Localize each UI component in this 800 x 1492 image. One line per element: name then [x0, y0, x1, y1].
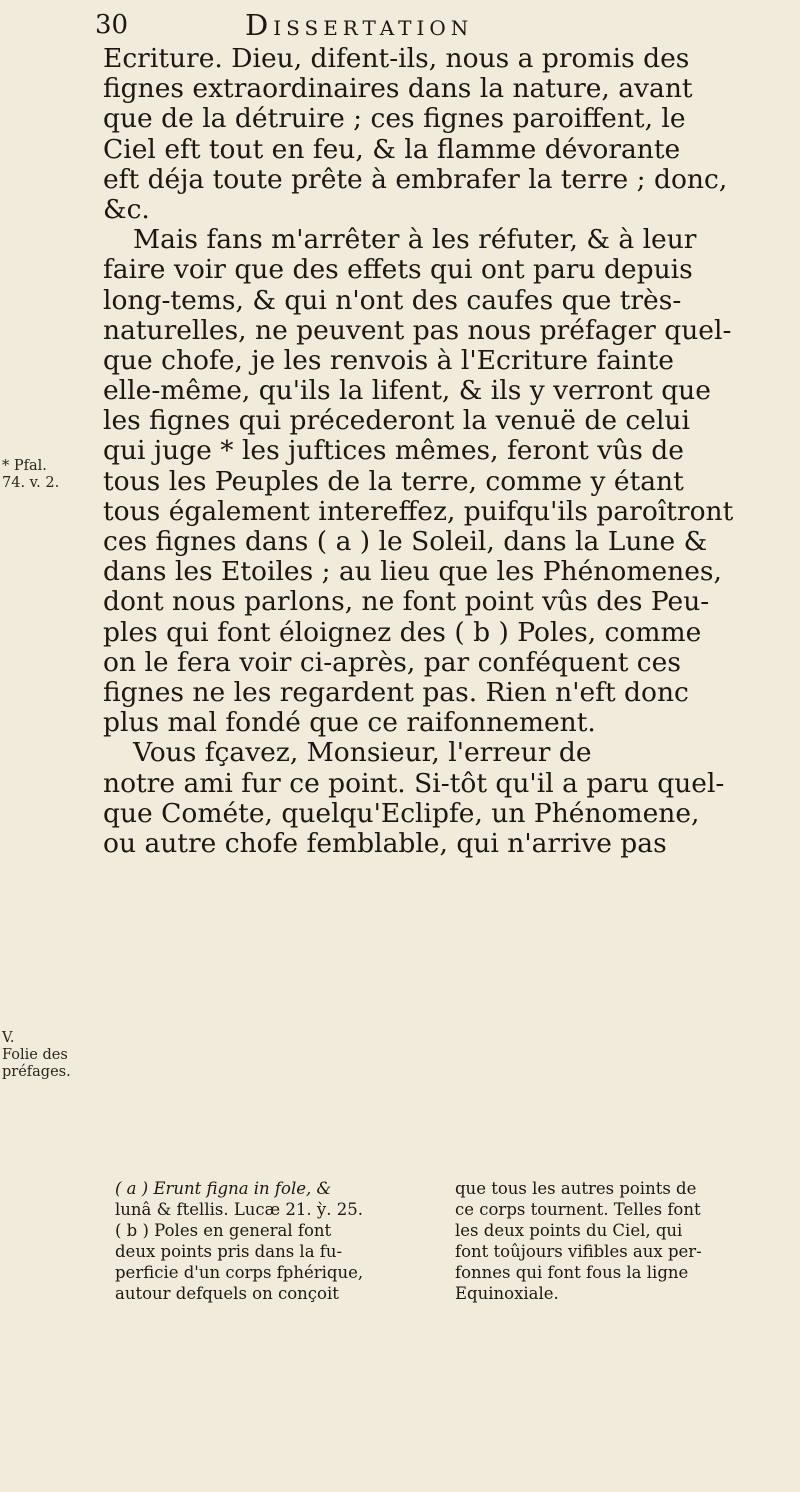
text-line: les fignes qui précederont la venuë de celui [103, 406, 690, 437]
page-number: 30 [95, 10, 129, 40]
margin-note-psalm: * Pfal. 74. v. 2. [2, 458, 60, 491]
text-line: &c. [103, 194, 150, 225]
footnote-line: les deux points du Ciel, qui [455, 1221, 683, 1240]
text-line: naturelles, ne peuvent pas nous préfager quel- [103, 315, 732, 346]
margin-note-folie [2, 1030, 82, 1081]
text-line: dont nous parlons, ne font point vûs des Peu- [103, 587, 710, 618]
text-line: ples qui font éloignez des ( b ) Poles, comme [103, 617, 702, 648]
footnote-line: font toûjours vifibles aux per- [455, 1242, 702, 1261]
footnote-line: que tous les autres points de [455, 1179, 697, 1198]
text-line: dans les Etoiles ; au lieu que les Phénomenes, [103, 557, 722, 588]
footnotes-right-column [455, 1178, 775, 1304]
text-line: que chofe, je les renvois à l'Ecriture fainte [103, 345, 674, 376]
margin-note-folie-text: Folie des préfages. [2, 1047, 71, 1080]
footnote-line: ( a ) Erunt figna in fole, & [115, 1179, 332, 1198]
text-line: elle-même, qu'ils la lifent, & ils y verront que [103, 376, 711, 407]
footnote-line: fonnes qui font fous la ligne [455, 1263, 689, 1282]
footnotes-left-column [115, 1178, 435, 1304]
text-line: fignes extraordinaires dans la nature, avant [103, 74, 693, 105]
text-line: Mais fans m'arrêter à les réfuter, & à leur [133, 225, 697, 256]
text-line: ces fignes dans ( a ) le Soleil, dans la Lune & [103, 527, 708, 557]
text-line: tous les Peuples de la terre, comme y étant [103, 466, 684, 497]
text-line: notre ami fur ce point. Si-tôt qu'il a paru quel- [103, 768, 725, 799]
footnote-line: ce corps tournent. Telles font [455, 1200, 701, 1219]
text-line: eft déja toute prête à embrafer la terre ; donc, [103, 164, 728, 195]
page-header [95, 8, 755, 44]
footnote-line: ( b ) Poles en general font [115, 1221, 332, 1240]
text-line: on le fera voir ci-après, par conféquent ces [103, 647, 681, 678]
footnote-line: Equinoxiale. [455, 1284, 559, 1303]
text-line: que de la détruire ; ces fignes paroiffent, le [103, 104, 686, 135]
text-line: plus mal fondé que ce raifonnement. [103, 708, 596, 739]
margin-note-folie-number: V. [2, 1030, 15, 1046]
text-line: Ciel eft tout en feu, & la flamme dévorante [103, 134, 681, 165]
text-line: long-tems, & qui n'ont des caufes que très- [103, 285, 682, 316]
footnote-line: lunâ & ftellis. Lucæ 21. ỳ. 25. [115, 1200, 363, 1219]
footnote-line: autour defquels on conçoit [115, 1284, 339, 1303]
text-line: Ecriture. Dieu, difent-ils, nous a promis des [103, 44, 690, 74]
text-line: Vous fçavez, Monsieur, l'erreur de [133, 738, 592, 769]
body-text [103, 44, 773, 859]
running-title: Dissertation [245, 8, 474, 42]
text-line: ou autre chofe femblable, qui n'arrive pas [103, 828, 667, 859]
text-line: faire voir que des effets qui ont paru depuis [103, 255, 693, 286]
text-line: fignes ne les regardent pas. Rien n'eft donc [103, 677, 689, 708]
footnote-line: perficie d'un corps fphérique, [115, 1263, 364, 1282]
text-line: que Cométe, quelqu'Eclipfe, un Phénomene, [103, 798, 700, 829]
footnote-line: deux points pris dans la fu- [115, 1242, 343, 1261]
text-line: qui juge * les juftices mêmes, feront vûs de [103, 436, 684, 467]
text-line: tous également intereffez, puifqu'ils paroîtront [103, 496, 734, 527]
